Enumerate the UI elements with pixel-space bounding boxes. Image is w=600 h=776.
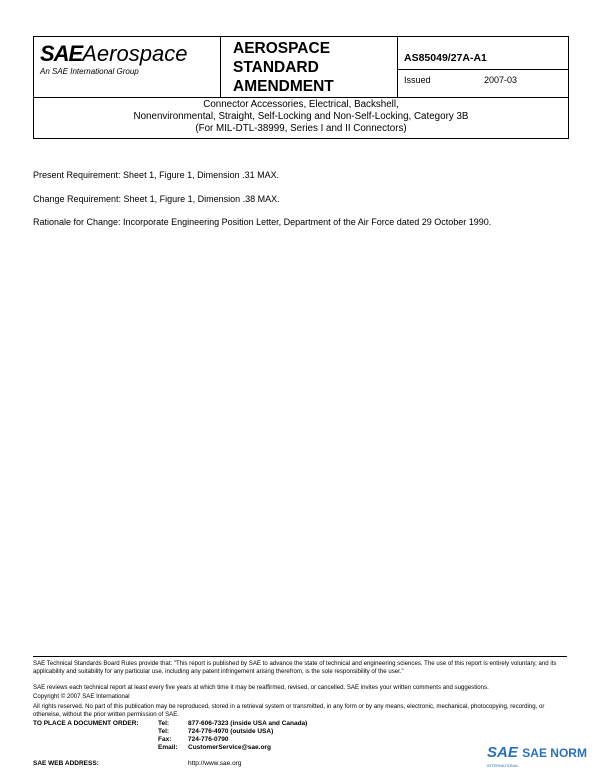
order-contact-label: Tel: — [158, 720, 170, 727]
watermark-subtext: INTERNATIONAL — [487, 763, 519, 768]
sae-norm-watermark — [487, 744, 587, 768]
sae-aerospace-logo — [40, 43, 187, 65]
watermark-text: SAE NORM — [522, 746, 587, 760]
document-subject — [33, 97, 569, 139]
web-address-link[interactable]: http://www.sae.org — [188, 760, 242, 767]
order-contact-value: 724-776-0790 — [188, 736, 229, 743]
document-type-title — [221, 37, 398, 97]
order-contact-label: Fax: — [158, 736, 172, 743]
order-contact-value: 724-776-4970 (outside USA) — [188, 728, 274, 735]
order-label: TO PLACE A DOCUMENT ORDER: — [33, 720, 139, 727]
footer-rules-notice: SAE Technical Standards Board Rules provide that: "This report is published by SAE to advance the state of technical and engineering sciences. The use of this report is entirely voluntary, and its applicability and suitability for any particular use, including any patent infringement arising therefrom, is the sole responsibility of the user." — [33, 660, 557, 675]
header-table — [33, 36, 569, 98]
title-line-2: STANDARD — [233, 59, 319, 76]
order-contact-label: Email: — [158, 744, 178, 751]
title-line-1: AEROSPACE — [233, 40, 331, 57]
footer-divider — [33, 656, 567, 657]
present-requirement: Present Requirement: Sheet 1, Figure 1, Dimension .31 MAX. — [33, 170, 280, 180]
logo-cell — [34, 37, 221, 97]
footer-rights-notice: All rights reserved. No part of this publication may be reproduced, stored in a retrieval system or transmitted, in any form or by any means, electronic, mechanical, photocopying, recording, or otherwise, without the prior written permission of SAE. — [33, 703, 545, 718]
document-number: AS85049/27A-A1 — [398, 37, 568, 70]
order-email-value: CustomerService@sae.org — [188, 744, 271, 751]
document-number-cell — [398, 37, 568, 97]
change-requirement: Change Requirement: Sheet 1, Figure 1, Dimension .38 MAX. — [33, 194, 280, 204]
watermark-sae-mark: SAE — [487, 744, 518, 761]
issued-label: Issued — [404, 75, 431, 85]
logo-aerospace-text: Aerospace — [82, 41, 188, 66]
rationale-for-change: Rationale for Change: Incorporate Engineering Position Letter, Department of the Air Force dated 29 October 1990. — [33, 217, 492, 227]
order-contact-label: Tel: — [158, 728, 170, 735]
subject-line: (For MIL-DTL-38999, Series I and II Connectors) — [195, 123, 407, 134]
web-address-label: SAE WEB ADDRESS: — [33, 760, 99, 767]
issued-row — [398, 70, 568, 85]
title-line-3: AMENDMENT — [233, 78, 334, 95]
logo-sae-text: SAE — [40, 41, 83, 66]
web-address-row — [33, 760, 242, 767]
issued-date: 2007-03 — [484, 75, 518, 85]
subject-line: Nonenvironmental, Straight, Self-Locking and Non-Self-Locking, Category 3B — [133, 111, 469, 122]
footer-review-notice: SAE reviews each technical report at least every five years at which time it may be reaffirmed, revised, or cancelled. SAE invites your written comments and suggestions. — [33, 684, 489, 691]
footer-copyright: Copyright © 2007 SAE International — [33, 693, 130, 700]
order-contact-value: 877-606-7323 (inside USA and Canada) — [188, 720, 308, 727]
subject-line: Connector Accessories, Electrical, Backshell, — [203, 99, 399, 110]
logo-subtitle: An SAE International Group — [40, 67, 139, 76]
